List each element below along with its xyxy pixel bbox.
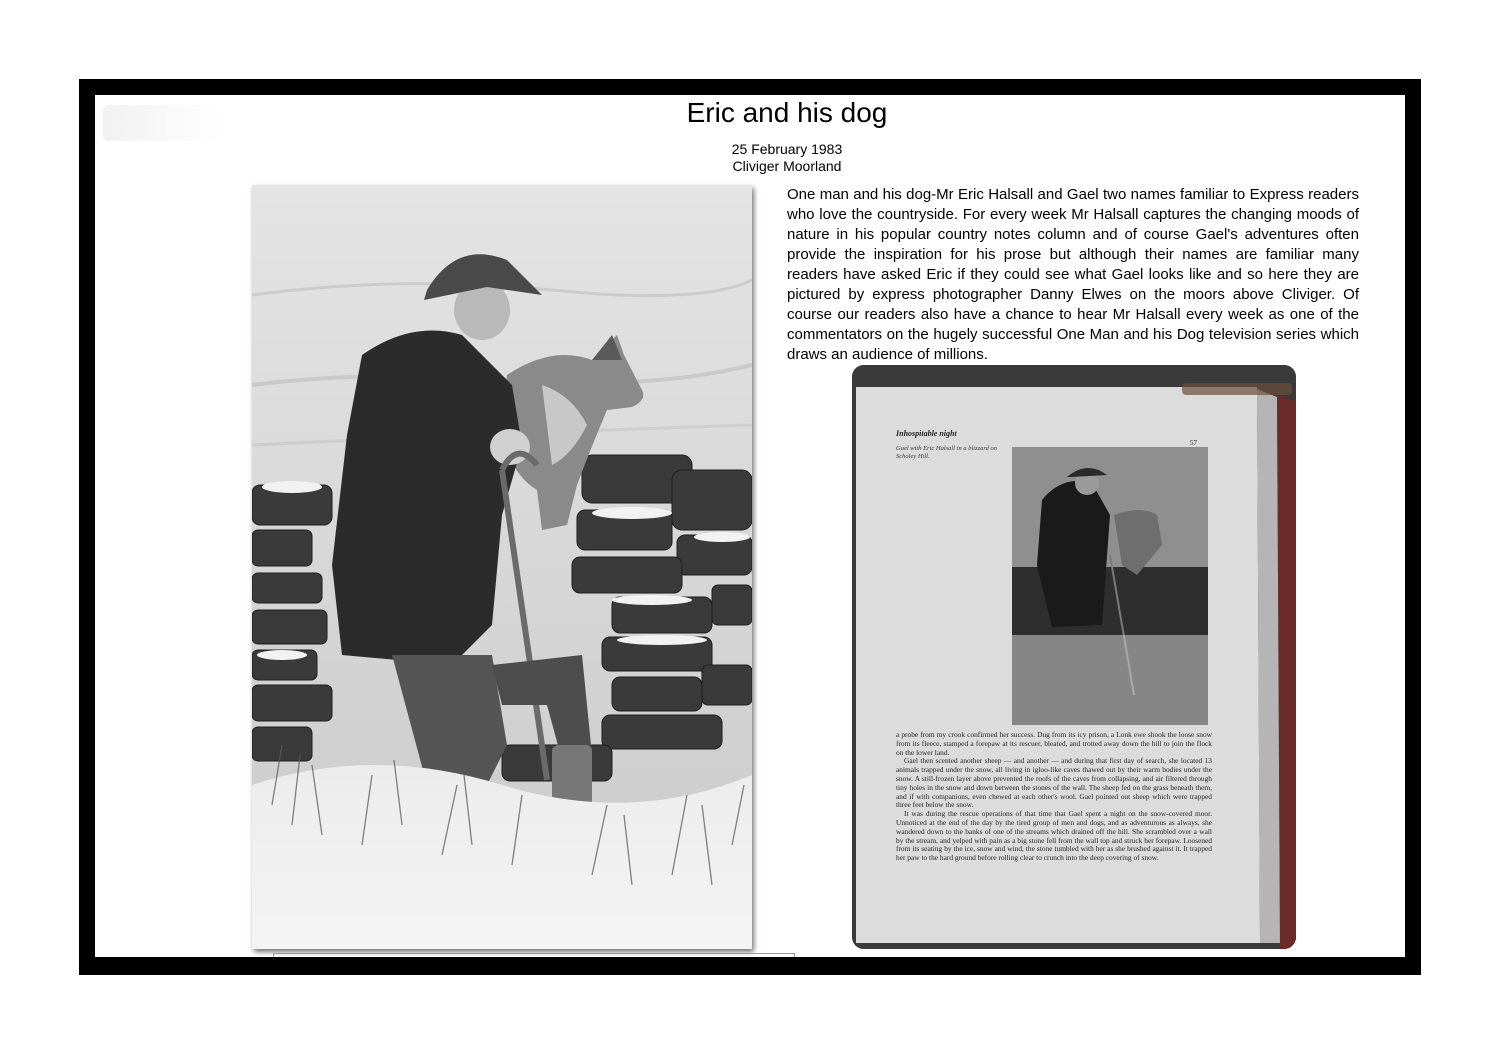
book-paragraph: Gael then scented another sheep — and another — and during that first day of search, she located 13 animals trapped under the snow, all living in igloo-like caves thawed out by their warm bodies under the snow. A still-frozen layer above prevented the roofs of the caves from collapsing, and air filtered through tiny holes in the snow and down between the stones of the wall. The sheep fed on the grass beneath them, and if with companions, even chewed at each other's wool. Gael pointed out sheep which were trapped three feet below the snow. xyxy=(896,756,1212,810)
page-title: Eric and his dog xyxy=(686,97,888,128)
photo-meta xyxy=(95,141,1405,175)
book-page-number: 57 xyxy=(1190,439,1197,447)
book-paragraph: a probe from my crook confirmed her success. Dug from its icy prison, a Lonk ewe shook the loose snow from its fleece, stamped a forepaw at its rescuer, bleated, and trotted away down the hill to join the flock on the lower land. xyxy=(896,730,1212,757)
photo-date: 25 February 1983 xyxy=(731,141,843,157)
book-paragraph: It was during the rescue operations of that time that Gael spent a night on the snow-covered moor. Unnoticed at the end of the day by the tired group of men and dogs, and as adventurous as always, she wandered down to the banks of one of the streams which drained off the hill. She scrambled over a wall by the stream, and yelped with pain as a big stone fell from the wall top and struck her forepaw. Loosened from its seating by the ice, snow and wind, the stone tumbled with her as she brushed against it. It trapped her paw to the hard ground before rolling clear to crunch into the deep covering of snow. xyxy=(896,809,1212,863)
book-body-text xyxy=(896,731,1212,863)
photo-location: Cliviger Moorland xyxy=(732,158,842,174)
main-photograph xyxy=(252,185,752,949)
book-chapter-title: Inhospitable night xyxy=(896,429,957,438)
book-page-photo xyxy=(852,365,1296,949)
book-photo-caption: Gael with Eric Halsall in a blizzard on Scholey Hill. xyxy=(896,445,998,460)
document-sheet xyxy=(95,95,1405,957)
article-text: One man and his dog-Mr Eric Halsall and Gael two names familiar to Express readers who love the countryside. For every week Mr Halsall captures the changing moods of nature in his popular country notes column and of course Gael's adventures often provide the inspiration for his prose but although their names are familiar many readers have asked Eric if they could see what Gael looks like and so here they are pictured by express photographer Danny Elwes on the moors above Cliviger. Of course our readers also have a chance to hear Mr Halsall every week as one of the commentators on the hugely successful One Man and his Dog television series which draws an audience of millions. xyxy=(787,186,1359,363)
caption-box xyxy=(273,953,795,957)
photo-man-and-dog xyxy=(252,185,752,949)
